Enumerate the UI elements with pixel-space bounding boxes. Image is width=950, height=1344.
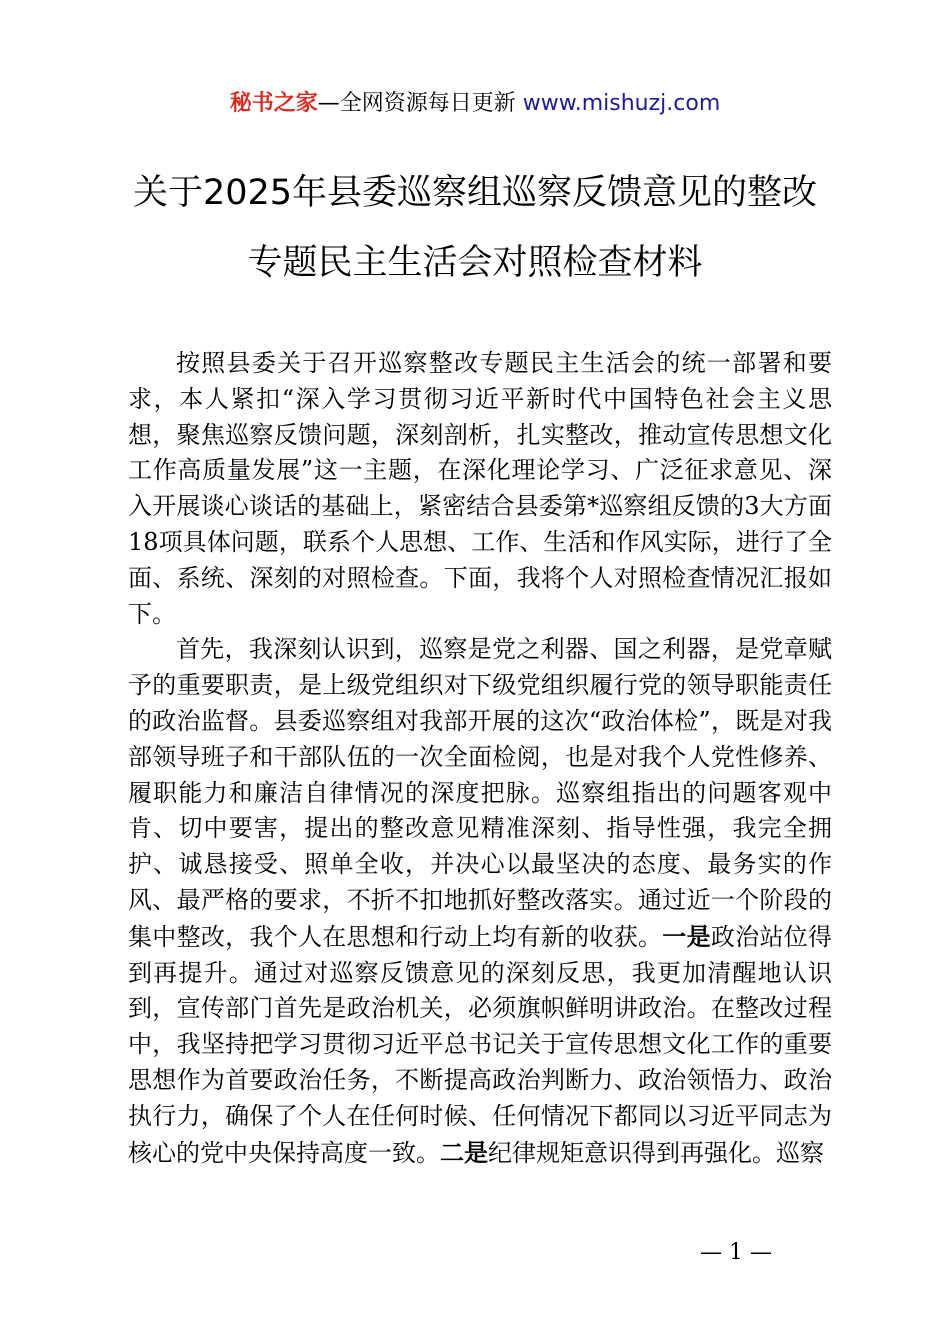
page-header xyxy=(0,88,950,120)
paragraph-2 xyxy=(128,632,832,1171)
point-two-label: 二是 xyxy=(440,1137,488,1167)
title-line-1: 关于2025年县委巡察组巡察反馈意见的整改 xyxy=(132,173,818,213)
document-body xyxy=(128,346,832,1171)
paragraph-2-text-b: 政治站位得到再提升。通过对巡察反馈意见的深刻反思，我更加清醒地认识到，宣传部门首先是政治机关，必须旗帜鲜明讲政治。在整改过程中，我坚持把学习贯彻习近平总书记关于宣传思想文化工作的重要思想作为首要政治任务，不断提高政治判断力、政治领悟力、政治执行力，确保了个人在任何时候、任何情况下都同以习近平同志为核心的党中央保持高度一致。 xyxy=(128,922,833,1167)
paragraph-2-text-c: 纪律规矩意识得到再强化。巡察 xyxy=(488,1138,824,1167)
paragraph-2-text-a: 首先，我深刻认识到，巡察是党之利器、国之利器，是党章赋予的重要职责，是上级党组织对下级党组织履行党的领导职能责任的政治监督。县委巡察组对我部开展的这次“政治体检”，既是对我部领导班子和干部队伍的一次全面检阅，也是对我个人党性修养、履职能力和廉洁自律情况的深度把脉。巡察组指出的问题客观中肯、切中要害，提出的整改意见精准深刻、指导性强，我完全拥护、诚恳接受、照单全收，并决心以最坚决的态度、最务实的作风、最严格的要求，不折不扣地抓好整改落实。通过近一个阶段的集中整改，我个人在思想和行动上均有新的收获。 xyxy=(128,635,832,951)
paragraph-1: 按照县委关于召开巡察整改专题民主生活会的统一部署和要求，本人紧扣“深入学习贯彻习近平新时代中国特色社会主义思想，聚焦巡察反馈问题，深刻剖析，扎实整改，推动宣传思想文化工作高质量发展”这一主题，在深化理论学习、广泛征求意见、深入开展谈心谈话的基础上，紧密结合县委第*巡察组反馈的3大方面18项具体问题，联系个人思想、工作、生活和作风实际，进行了全面、系统、深刻的对照检查。下面，我将个人对照检查情况汇报如下。 xyxy=(128,349,832,628)
header-slogan: —全网资源每日更新 xyxy=(317,91,516,116)
page-number: — 1 — xyxy=(700,1240,772,1265)
header-brand: 秘书之家 xyxy=(229,91,318,116)
point-one-label: 一是 xyxy=(662,921,711,951)
header-site-link[interactable]: www.mishuzj.com xyxy=(522,91,721,116)
title-line-2: 专题民主生活会对照检查材料 xyxy=(247,243,703,283)
document-title xyxy=(60,158,890,298)
